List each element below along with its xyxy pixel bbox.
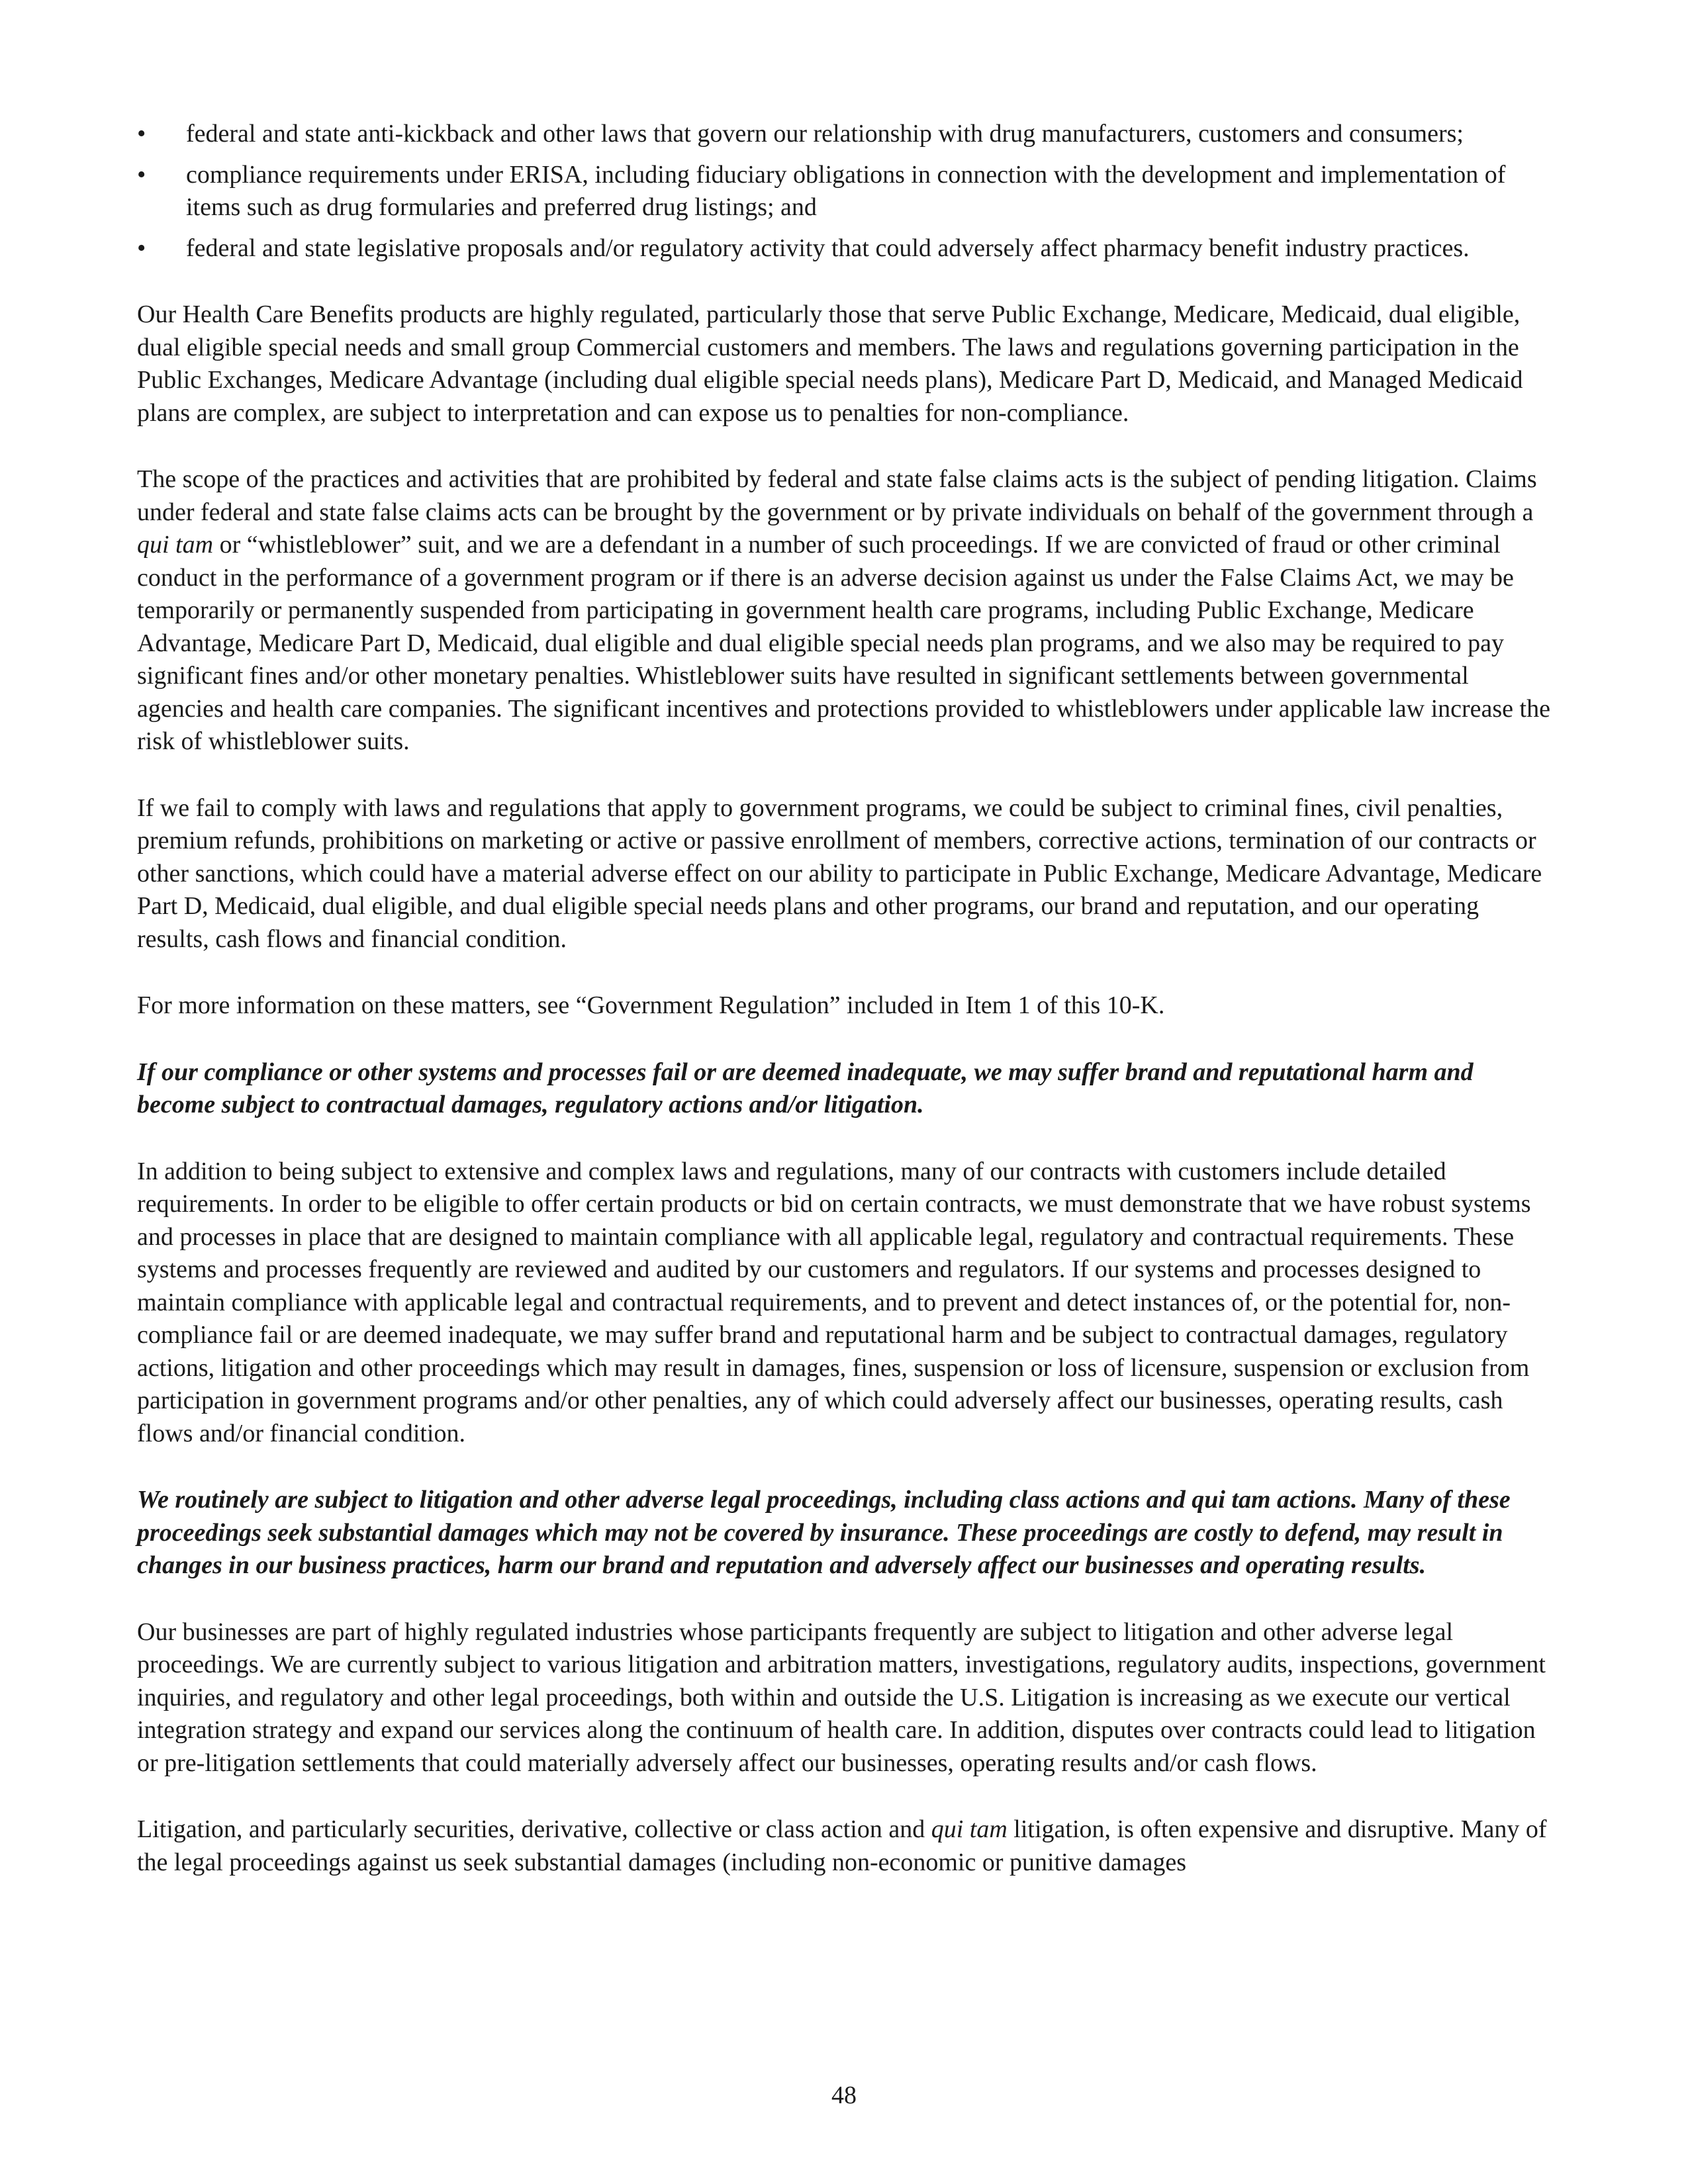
list-item <box>137 118 1554 151</box>
paragraph-compliance-systems: In addition to being subject to extensive and complex laws and regulations, many of our contracts with customers include detailed requirements. In order to be eligible to offer certain products or bid on certain contracts, we must demonstrate that we have robust systems and processes in place that are designed to maintain compliance with all applicable legal, regulatory and contractual requirements. These systems and processes frequently are reviewed and audited by our customers and regulators. If our systems and processes designed to maintain compliance with applicable legal and contractual requirements, and to prevent and detect instances of, or the potential for, non-compliance fail or are deemed inadequate, we may suffer brand and reputational harm and be subject to contractual damages, regulatory actions, litigation and other proceedings which may result in damages, fines, suspension or loss of licensure, suspension or exclusion from participation in government programs and/or other penalties, any of which could adversely affect our businesses, operating results, cash flows and/or financial condition. <box>137 1157 1531 1447</box>
paragraph-regulated-industries: Our businesses are part of highly regulated industries whose participants frequently are subject to litigation and other adverse legal proceedings. We are currently subject to various litigation and arbitration matters, investigations, regulatory audits, inspections, government inquiries, and regulatory and other legal proceedings, both within and outside the U.S. Litigation is increasing as we execute our vertical integration strategy and expand our services along the continuum of health care. In addition, disputes over contracts could lead to litigation or pre-litigation settlements that could materially adversely affect our businesses, operating results and/or cash flows. <box>137 1617 1546 1777</box>
text-run: The scope of the practices and activities that are prohibited by federal and state false claims acts is the subject of pending litigation. Claims under federal and state false claims acts can be brought by the government or by private individuals on behalf of the government through a <box>137 465 1537 526</box>
list-item-text: federal and state anti-kickback and other laws that govern our relationship with drug manufacturers, customers and consumers; <box>186 120 1464 148</box>
italic-text: qui tam <box>137 531 214 559</box>
bullet-icon: • <box>137 234 146 262</box>
paragraph-false-claims <box>137 463 1554 758</box>
paragraph-compliance-failure: If we fail to comply with laws and regulations that apply to government programs, we could be subject to criminal fines, civil penalties, premium refunds, prohibitions on marketing or active or passive enrollment of members, corrective actions, termination of our contracts or other sanctions, which could have a material adverse effect on our ability to participate in Public Exchange, Medicare Advantage, Medicare Part D, Medicaid, dual eligible, and dual eligible special needs plans and other programs, our brand and reputation, and our operating results, cash flows and financial condition. <box>137 794 1542 953</box>
text-run: or “whistleblower” suit, and we are a defendant in a number of such proceedings. If we are convicted of fraud or other criminal conduct in the performance of a government program or if there is an adverse decision against us under the False Claims Act, we may be temporarily or permanently suspended from participating in government health care programs, including Public Exchange, Medicare Advantage, Medicare Part D, Medicaid, dual eligible and dual eligible special needs plan programs, and we also may be required to pay significant fines and/or other monetary penalties. Whistleblower suits have resulted in significant settlements between governmental agencies and health care companies. The significant incentives and protections provided to whistleblowers under applicable law increase the risk of whistleblower suits. <box>137 531 1550 755</box>
text-run: litigation, is often expensive and disruptive. Many of the legal proceedings against us seek substantial damages (including non-economic or punitive damages <box>137 1815 1547 1876</box>
list-item <box>137 159 1554 224</box>
list-item-text: compliance requirements under ERISA, including fiduciary obligations in connection with the development and implementation of items such as drug formularies and preferred drug listings; and <box>186 160 1506 221</box>
list-item-text: federal and state legislative proposals and/or regulatory activity that could adversely affect pharmacy benefit industry practices. <box>186 234 1470 262</box>
risk-heading-litigation: We routinely are subject to litigation and other adverse legal proceedings, including class actions and qui tam actions. Many of these proceedings seek substantial damages which may not be covered by insurance. These proceedings are costly to defend, may result in changes in our business practices, harm our brand and reputation and adversely affect our businesses and operating results. <box>137 1486 1511 1579</box>
italic-text: qui tam <box>931 1815 1008 1843</box>
list-item <box>137 232 1554 265</box>
bullet-icon: • <box>137 160 146 189</box>
paragraph-litigation-costs <box>137 1813 1554 1879</box>
paragraph-more-information: For more information on these matters, see “Government Regulation” included in Item 1 of this 10-K. <box>137 991 1165 1019</box>
document-body <box>137 118 1554 1913</box>
text-run: Litigation, and particularly securities, derivative, collective or class action and <box>137 1815 931 1843</box>
page-number: 48 <box>831 2081 857 2109</box>
paragraph-health-care-benefits: Our Health Care Benefits products are highly regulated, particularly those that serve Public Exchange, Medicare, Medicaid, dual eligible, dual eligible special needs and small group Commercial customers and members. The laws and regulations governing participation in the Public Exchanges, Medicare Advantage (including dual eligible special needs plans), Medicare Part D, Medicaid, and Managed Medicaid plans are complex, are subject to interpretation and can expose us to penalties for non-compliance. <box>137 300 1523 427</box>
risk-heading-compliance-systems: If our compliance or other systems and processes fail or are deemed inadequate, we may suffer brand and reputational harm and become subject to contractual damages, regulatory actions and/or litigation. <box>137 1058 1474 1118</box>
bullet-icon: • <box>137 120 146 148</box>
bullet-list <box>137 118 1554 265</box>
